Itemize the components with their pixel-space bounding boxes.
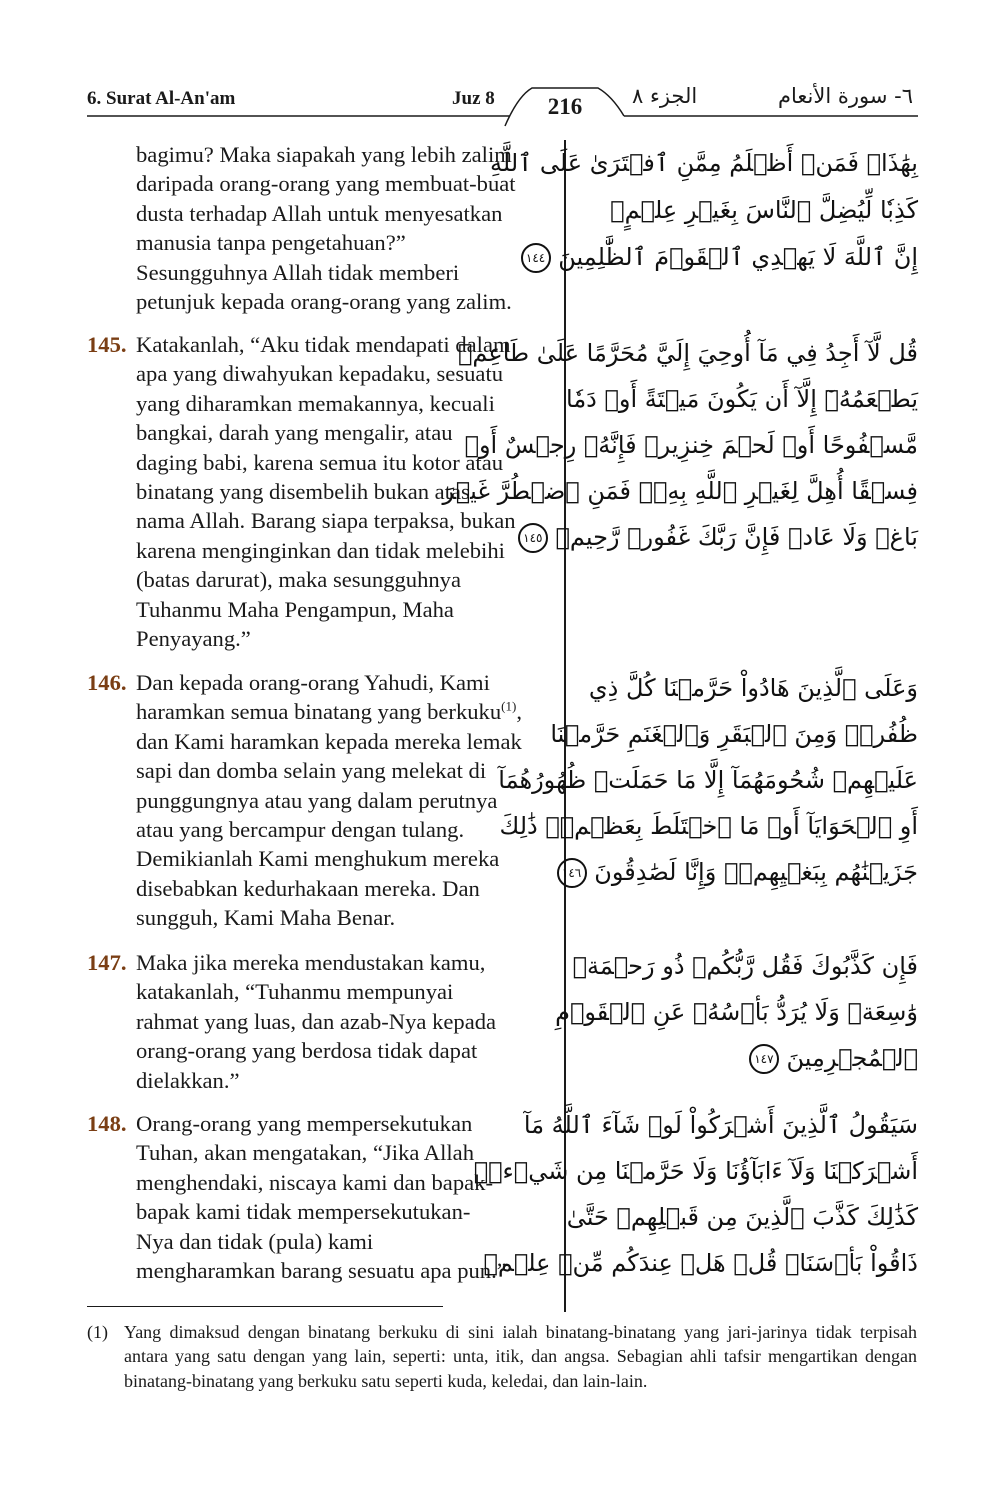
ayah-end-marker: ١٤٦ xyxy=(557,858,587,888)
arabic-line: ذَاقُواْ بَأۡسَنَاۗ قُلۡ هَلۡ عِندَكُم مِّنۡ عِلۡمٖ xyxy=(483,1249,918,1277)
verse-number: 148. xyxy=(87,1111,127,1136)
text-line: Demikianlah Kami menghukum mereka xyxy=(136,846,500,872)
text-line: Tuhan, akan mengatakan, “Jika Allah xyxy=(136,1140,474,1166)
text-line: daging babi, karena semua itu kotor atau xyxy=(136,449,504,475)
verse-text xyxy=(136,948,496,1095)
text-line: karena menginginkan dan tidak melebihi xyxy=(136,537,505,563)
text-line: manusia tanpa pengetahuan?” xyxy=(136,230,406,256)
ayah-end-marker: ١٤٥ xyxy=(518,523,548,553)
arabic-line: يَطۡعَمُهُۥٓ إِلَّآ أَن يَكُونَ مَيۡتَةً أَوۡ دَمٗا xyxy=(566,385,918,413)
text-line: bangkai, darah yang mengalir, atau xyxy=(136,420,453,446)
footnote xyxy=(87,1320,917,1393)
arabic-line xyxy=(578,1035,918,1081)
arabic-verse-145 xyxy=(442,330,918,560)
verse-number: 146. xyxy=(87,670,127,695)
text-line: Tuhanmu Maha Pengampun, Maha xyxy=(136,596,454,622)
arabic-verse-144 xyxy=(490,140,918,281)
arabic-line: قُل لَّآ أَجِدُ فِي مَآ أُوحِيَ إِلَيَّ مُحَرَّمًا عَلَىٰ طَاعِمٖ xyxy=(458,339,918,367)
text-segment: haramkan semua binatang yang berkuku xyxy=(136,699,502,725)
verse-text xyxy=(136,1109,507,1285)
text-line: atau yang bercampur dengan tulang. xyxy=(136,817,465,843)
text-line: Katakanlah, “Aku tidak mendapati dalam xyxy=(136,332,511,357)
verse-number: 145. xyxy=(87,332,127,357)
arabic-line: مَّسۡفُوحًا أَوۡ لَحۡمَ خِنزِيرٖ فَإِنَّهُۥ رِجۡسٌ أَوۡ xyxy=(464,431,918,459)
arabic-line: عَلَيۡهِمۡ شُحُومَهُمَآ إِلَّا مَا حَمَلَتۡ ظُهُورُهُمَآ xyxy=(498,766,918,794)
text-line: punggungnya atau yang dalam perutnya xyxy=(136,787,498,813)
arabic-segment: ٱلۡمُجۡرِمِينَ xyxy=(786,1044,918,1072)
text-line: apa yang diwahyukan kepadaku, sesuatu xyxy=(136,361,504,387)
text-line: yang diharamkan memakannya, kecuali xyxy=(136,390,495,416)
footnote-mark: (1) xyxy=(87,1322,108,1342)
arabic-segment: إِنَّ ٱللَّهَ لَا يَهۡدِي ٱلۡقَوۡمَ ٱلظَّٰلِمِينَ xyxy=(558,243,918,271)
text-line: binatang yang disembelih bukan atas xyxy=(136,479,470,505)
surah-title-latin: 6. Surat Al-An'am xyxy=(87,88,236,109)
text-line: mengharamkan barang sesuatu apa pun.” xyxy=(136,1258,507,1284)
arabic-line: فَإِن كَذَّبُوكَ فَقُل رَّبُّكُمۡ ذُو رَحۡمَةٖ xyxy=(572,952,918,980)
text-line: sapi dan domba selain yang melekat di xyxy=(136,758,487,784)
text-line xyxy=(136,697,522,726)
text-segment: , xyxy=(516,699,522,725)
arabic-line: ظُفُرٖۖ وَمِنَ ٱلۡبَقَرِ وَٱلۡغَنَمِ حَرَّمۡنَا xyxy=(550,720,918,748)
arabic-segment: جَزَيۡنَٰهُم بِبَغۡيِهِمۡۖ وَإِنَّا لَصَٰدِقُونَ xyxy=(594,858,918,886)
text-line: Dan kepada orang-orang Yahudi, Kami xyxy=(136,670,490,695)
verse-text xyxy=(136,668,522,933)
text-line: menghendaki, niscaya kami dan bapak- xyxy=(136,1169,493,1195)
page-header xyxy=(0,0,1000,140)
verse-148 xyxy=(87,1109,507,1285)
arabic-line xyxy=(523,514,918,560)
arabic-line: أَشۡرَكۡنَا وَلَآ ءَابَآؤُنَا وَلَا حَرَّمۡنَا مِن شَيۡءٖۚ xyxy=(473,1157,918,1185)
arabic-line: كَذَٰلِكَ كَذَّبَ ٱلَّذِينَ مِن قَبۡلِهِمۡ حَتَّىٰ xyxy=(566,1203,918,1231)
juz-label-arabic: الجزء ٨ xyxy=(632,84,698,108)
verse-147 xyxy=(87,948,496,1095)
arabic-line: وَٰسِعَةٖ وَلَا يُرَدُّ بَأۡسُهُۥ عَنِ ٱلۡقَوۡمِ xyxy=(555,998,918,1026)
footnote-reference[interactable]: (1) xyxy=(501,698,517,714)
verse-146 xyxy=(87,668,522,933)
header-rule xyxy=(0,0,1000,140)
arabic-line: بِهَٰذَاۚ فَمَنۡ أَظۡلَمُ مِمَّنِ ٱفۡتَرَىٰ عَلَى ٱللَّهِ xyxy=(490,149,918,177)
text-line: sungguh, Kami Maha Benar. xyxy=(136,905,396,931)
text-line: Nya dan tidak (pula) kami xyxy=(136,1228,374,1254)
text-line: dielakkan.” xyxy=(136,1067,240,1093)
arabic-line: وَعَلَى ٱلَّذِينَ هَادُواْ حَرَّمۡنَا كُلَّ ذِي xyxy=(588,674,918,702)
ayah-end-marker: ١٤٧ xyxy=(749,1044,779,1074)
arabic-verse-148 xyxy=(473,1102,918,1286)
arabic-line: أَوِ ٱلۡحَوَايَآ أَوۡ مَا ٱخۡتَلَطَ بِعَظۡمٖۚ ذَٰلِكَ xyxy=(499,812,918,840)
page-number: 216 xyxy=(547,94,583,119)
ayah-end-marker: ١٤٤ xyxy=(521,243,551,273)
footnote-text: Yang dimaksud dengan binatang berkuku di sini ialah binatang-binatang yang jari-jarinya tidak terpisah antara yang satu dengan yang lain, seperti: unta, itik, dan angsa. Sebagian ahli tafsir mengartikan dengan binatang-binatang yang berkuku satu seperti kuda, keledai, dan lain-lain. xyxy=(124,1322,917,1391)
text-line: nama Allah. Barang siapa terpaksa, bukan xyxy=(136,508,516,534)
footnote-rule xyxy=(87,1306,443,1307)
arabic-line xyxy=(525,234,918,281)
juz-label-latin: Juz 8 xyxy=(452,88,495,109)
arabic-segment: بَاغٖ وَلَا عَادٖ فَإِنَّ رَبَّكَ غَفُورٞ رَّحِيمٞ xyxy=(555,523,918,551)
text-line: Orang-orang yang mempersekutukan xyxy=(136,1111,473,1136)
text-line: Penyayang.” xyxy=(136,626,251,652)
verse-144-continued xyxy=(87,140,516,316)
arabic-verse-147 xyxy=(555,943,918,1081)
text-line: orang-orang yang berdosa tidak dapat xyxy=(136,1038,478,1064)
text-line: katakanlah, “Tuhanmu mempunyai xyxy=(136,979,454,1005)
arabic-line: سَيَقُولُ ٱلَّذِينَ أَشۡرَكُواْ لَوۡ شَآءَ ٱللَّهُ مَآ xyxy=(523,1111,918,1139)
text-line: Sesungguhnya Allah tidak memberi xyxy=(136,259,460,285)
arabic-verse-146 xyxy=(498,665,918,895)
text-line: bagimu? Maka siapakah yang lebih zalim xyxy=(136,142,512,167)
text-line: petunjuk kepada orang-orang yang zalim. xyxy=(136,289,512,315)
arabic-line: فِسۡقًا أُهِلَّ لِغَيۡرِ ٱللَّهِ بِهِۦۚ فَمَنِ ٱضۡطُرَّ غَيۡرَ xyxy=(442,477,918,505)
text-line: Maka jika mereka mendustakan kamu, xyxy=(136,950,486,975)
verse-text xyxy=(136,140,516,316)
text-line: dan Kami haramkan kepada mereka lemak xyxy=(136,728,522,754)
arabic-line xyxy=(561,849,918,895)
arabic-line: كَذِبٗا لِّيُضِلَّ ٱلنَّاسَ بِغَيۡرِ عِلۡمٍۚ xyxy=(610,196,918,224)
surah-title-arabic: ٦- سورة الأنعام xyxy=(778,84,913,108)
text-line: disebabkan kedurhakaan mereka. Dan xyxy=(136,875,480,901)
verse-number: 147. xyxy=(87,950,127,975)
text-line: dusta terhadap Allah untuk menyesatkan xyxy=(136,200,503,226)
text-line: daripada orang-orang yang membuat-buat xyxy=(136,171,516,197)
text-line: bapak kami tidak mempersekutukan- xyxy=(136,1199,471,1225)
text-line: (batas darurat), maka sesungguhnya xyxy=(136,567,461,593)
text-line: rahmat yang luas, dan azab-Nya kepada xyxy=(136,1008,497,1034)
